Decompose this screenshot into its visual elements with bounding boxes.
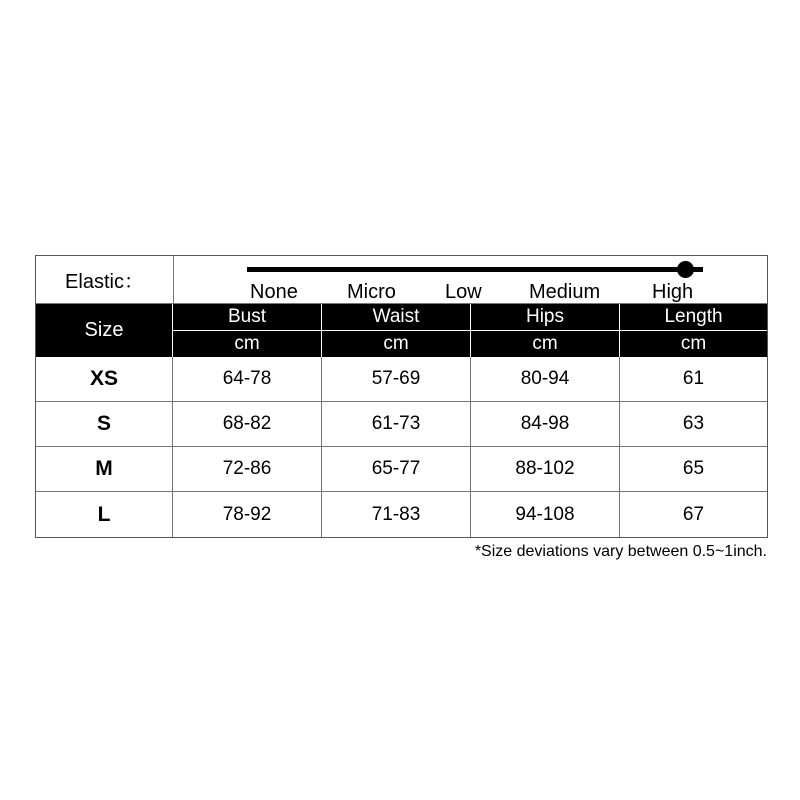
size-deviation-note: *Size deviations vary between 0.5~1inch.	[474, 543, 767, 560]
elastic-option-none: None	[250, 281, 298, 303]
length-cell: 63	[682, 413, 705, 434]
length-cell: 67	[682, 503, 705, 525]
column-unit: cm	[234, 333, 260, 354]
length-cell: 65	[682, 458, 705, 479]
hips-cell: 88-102	[471, 447, 620, 491]
size-cell: XS	[36, 357, 173, 401]
elastic-scale-line	[247, 267, 703, 272]
column-unit: cm	[680, 333, 707, 354]
table-row-l	[36, 492, 767, 537]
bust-cell: 64-78	[173, 357, 322, 401]
elastic-label: Elastic：	[36, 256, 174, 303]
elastic-option-low: Low	[445, 281, 482, 303]
size-cell: L	[36, 492, 173, 537]
size-cell: S	[36, 402, 173, 446]
waist-cell: 65-77	[322, 447, 471, 491]
elastic-option-high: High	[652, 281, 694, 303]
column-header-waist	[322, 304, 471, 357]
waist-cell: 61-73	[322, 402, 471, 446]
column-name: Waist	[322, 304, 470, 331]
column-unit: cm	[383, 333, 409, 354]
elastic-row	[36, 256, 767, 304]
column-name: Bust	[173, 304, 321, 331]
elastic-level-marker	[677, 261, 694, 278]
size-chart	[35, 255, 768, 538]
waist-cell: 71-83	[322, 492, 471, 537]
size-header: Size	[36, 304, 173, 357]
hips-cell: 84-98	[471, 402, 620, 446]
column-header-hips	[471, 304, 620, 357]
elastic-option-micro: Micro	[347, 281, 396, 303]
column-name: Hips	[471, 304, 619, 331]
column-name: Length	[620, 304, 767, 331]
table-row-m	[36, 447, 767, 492]
column-header-bust	[173, 304, 322, 357]
length-cell: 61	[682, 368, 705, 389]
table-row-s	[36, 402, 767, 447]
bust-cell: 68-82	[173, 402, 322, 446]
elastic-option-medium: Medium	[529, 281, 601, 303]
column-unit: cm	[532, 333, 558, 354]
hips-cell: 94-108	[471, 492, 620, 537]
bust-cell: 78-92	[173, 492, 322, 537]
bust-cell: 72-86	[173, 447, 322, 491]
column-header-length	[620, 304, 767, 357]
table-header	[36, 304, 767, 357]
size-cell: M	[36, 447, 173, 491]
waist-cell: 57-69	[322, 357, 471, 401]
table-row-xs	[36, 357, 767, 402]
hips-cell: 80-94	[471, 357, 620, 401]
